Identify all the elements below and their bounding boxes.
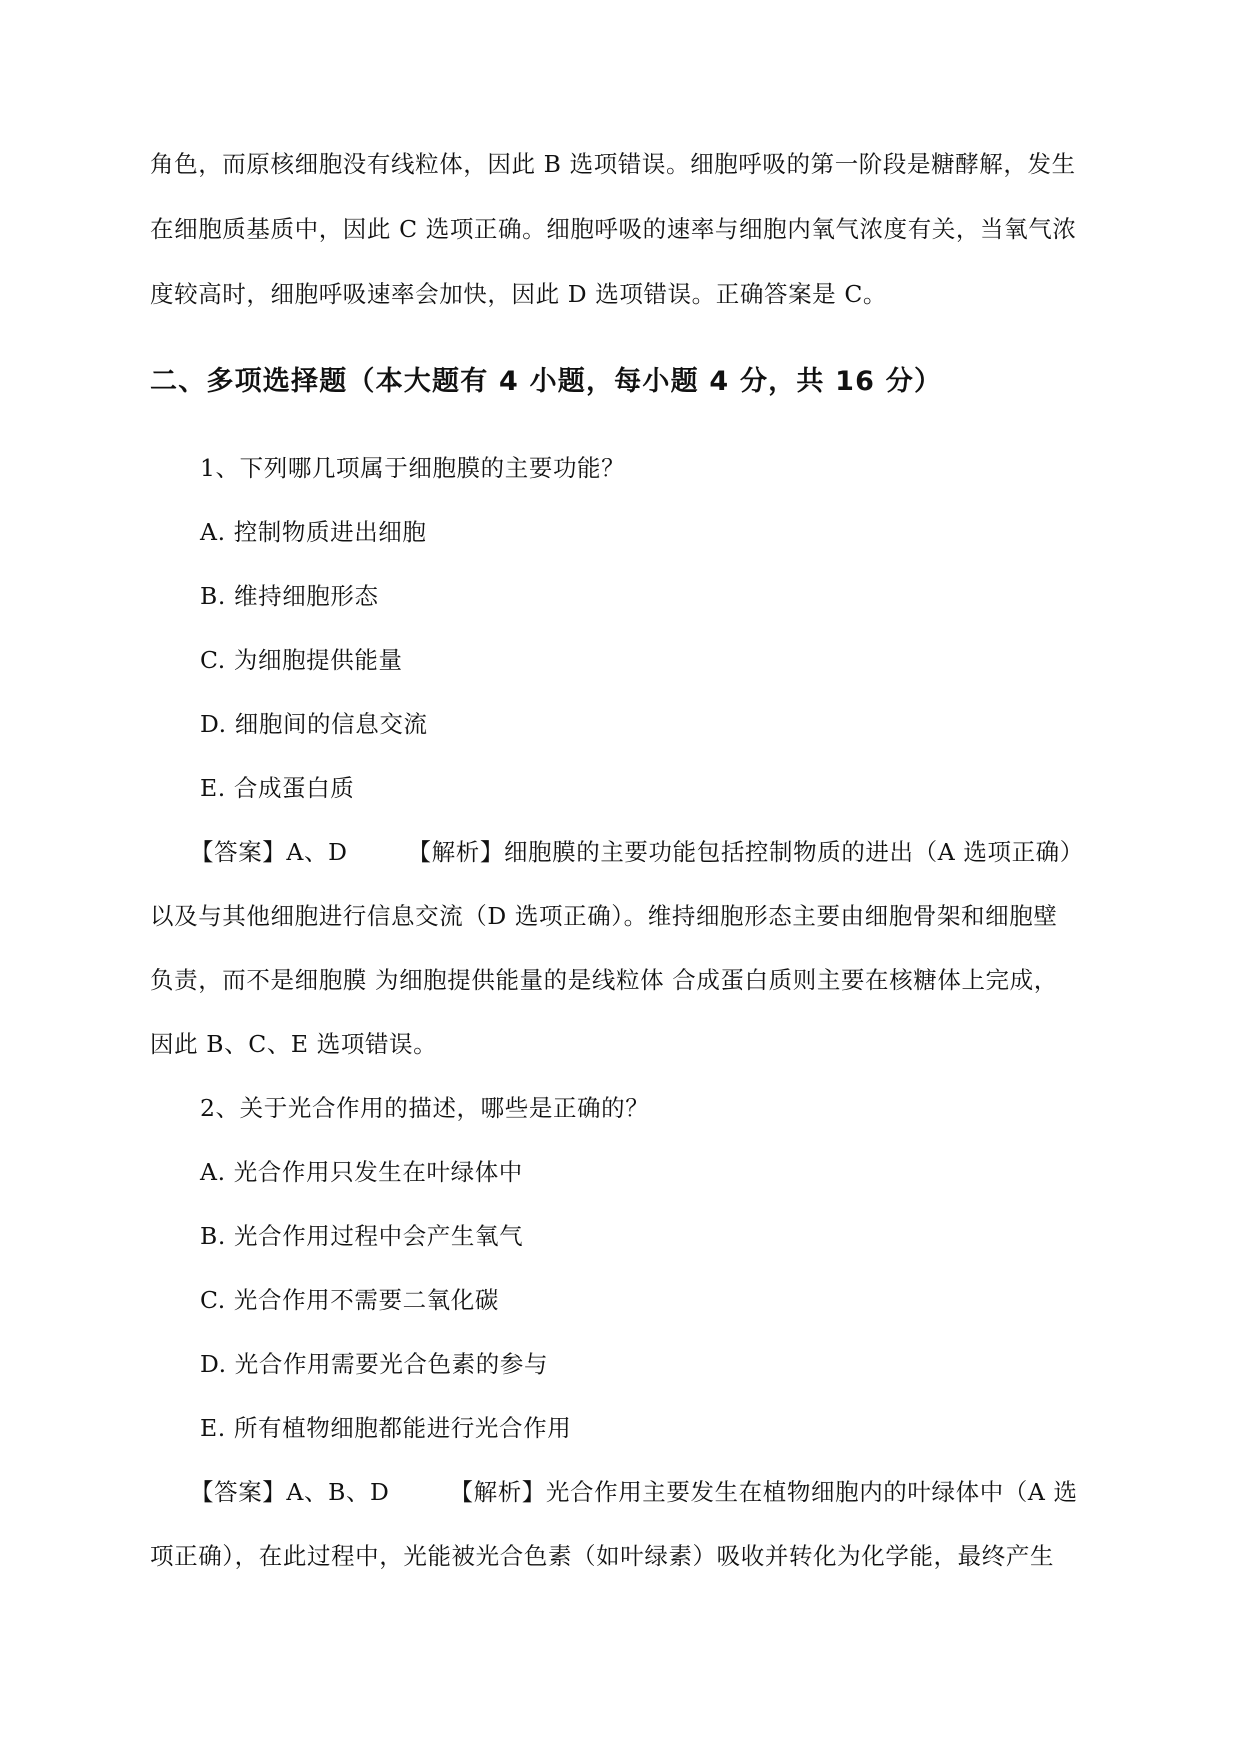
option-e: E. 合成蛋白质 [200, 774, 355, 802]
answer-value: A、D [286, 838, 348, 866]
section-heading: 二、多项选择题（本大题有 4 小题，每小题 4 分，共 16 分） [150, 366, 943, 397]
option-c: C. 为细胞提供能量 [200, 646, 403, 674]
answer-line [190, 1476, 1078, 1508]
answer-label: 【答案】 [190, 838, 287, 866]
analysis-text: 细胞膜的主要功能包括控制物质的进出（A 选项正确） [503, 838, 1084, 866]
answer-value: A、B、D [286, 1478, 390, 1506]
analysis-text: 光合作用主要发生在植物细胞内的叶绿体中（A 选 [545, 1478, 1078, 1506]
analysis-line: 因此 B、C、E 选项错误。 [150, 1030, 438, 1058]
option-c: C. 光合作用不需要二氧化碳 [200, 1286, 499, 1314]
option-a: A. 光合作用只发生在叶绿体中 [200, 1158, 523, 1186]
option-e: E. 所有植物细胞都能进行光合作用 [200, 1414, 572, 1442]
paragraph-line: 在细胞质基质中，因此 C 选项正确。细胞呼吸的速率与细胞内氧气浓度有关，当氧气浓 [150, 215, 1077, 243]
paragraph-line: 度较高时，细胞呼吸速率会加快，因此 D 选项错误。正确答案是 C。 [150, 280, 888, 308]
question-stem: 2、关于光合作用的描述，哪些是正确的？ [200, 1094, 650, 1122]
answer-line [190, 836, 1084, 868]
question-stem: 1、下列哪几项属于细胞膜的主要功能？ [200, 454, 626, 482]
analysis-label: 【解析】 [449, 1478, 546, 1506]
analysis-label: 【解析】 [407, 838, 504, 866]
option-a: A. 控制物质进出细胞 [200, 518, 427, 546]
analysis-line: 负责，而不是细胞膜 为细胞提供能量的是线粒体 合成蛋白质则主要在核糖体上完成， [150, 966, 1058, 994]
answer-label: 【答案】 [190, 1478, 287, 1506]
option-b: B. 维持细胞形态 [200, 582, 379, 610]
analysis-line: 项正确），在此过程中，光能被光合色素（如叶绿素）吸收并转化为化学能，最终产生 [150, 1542, 1055, 1570]
option-b: B. 光合作用过程中会产生氧气 [200, 1222, 524, 1250]
analysis-line: 以及与其他细胞进行信息交流（D 选项正确）。维持细胞形态主要由细胞骨架和细胞壁 [150, 902, 1058, 930]
option-d: D. 细胞间的信息交流 [200, 710, 428, 738]
option-d: D. 光合作用需要光合色素的参与 [200, 1350, 549, 1378]
paragraph-line: 角色，而原核细胞没有线粒体，因此 B 选项错误。细胞呼吸的第一阶段是糖酵解，发生 [150, 150, 1076, 178]
